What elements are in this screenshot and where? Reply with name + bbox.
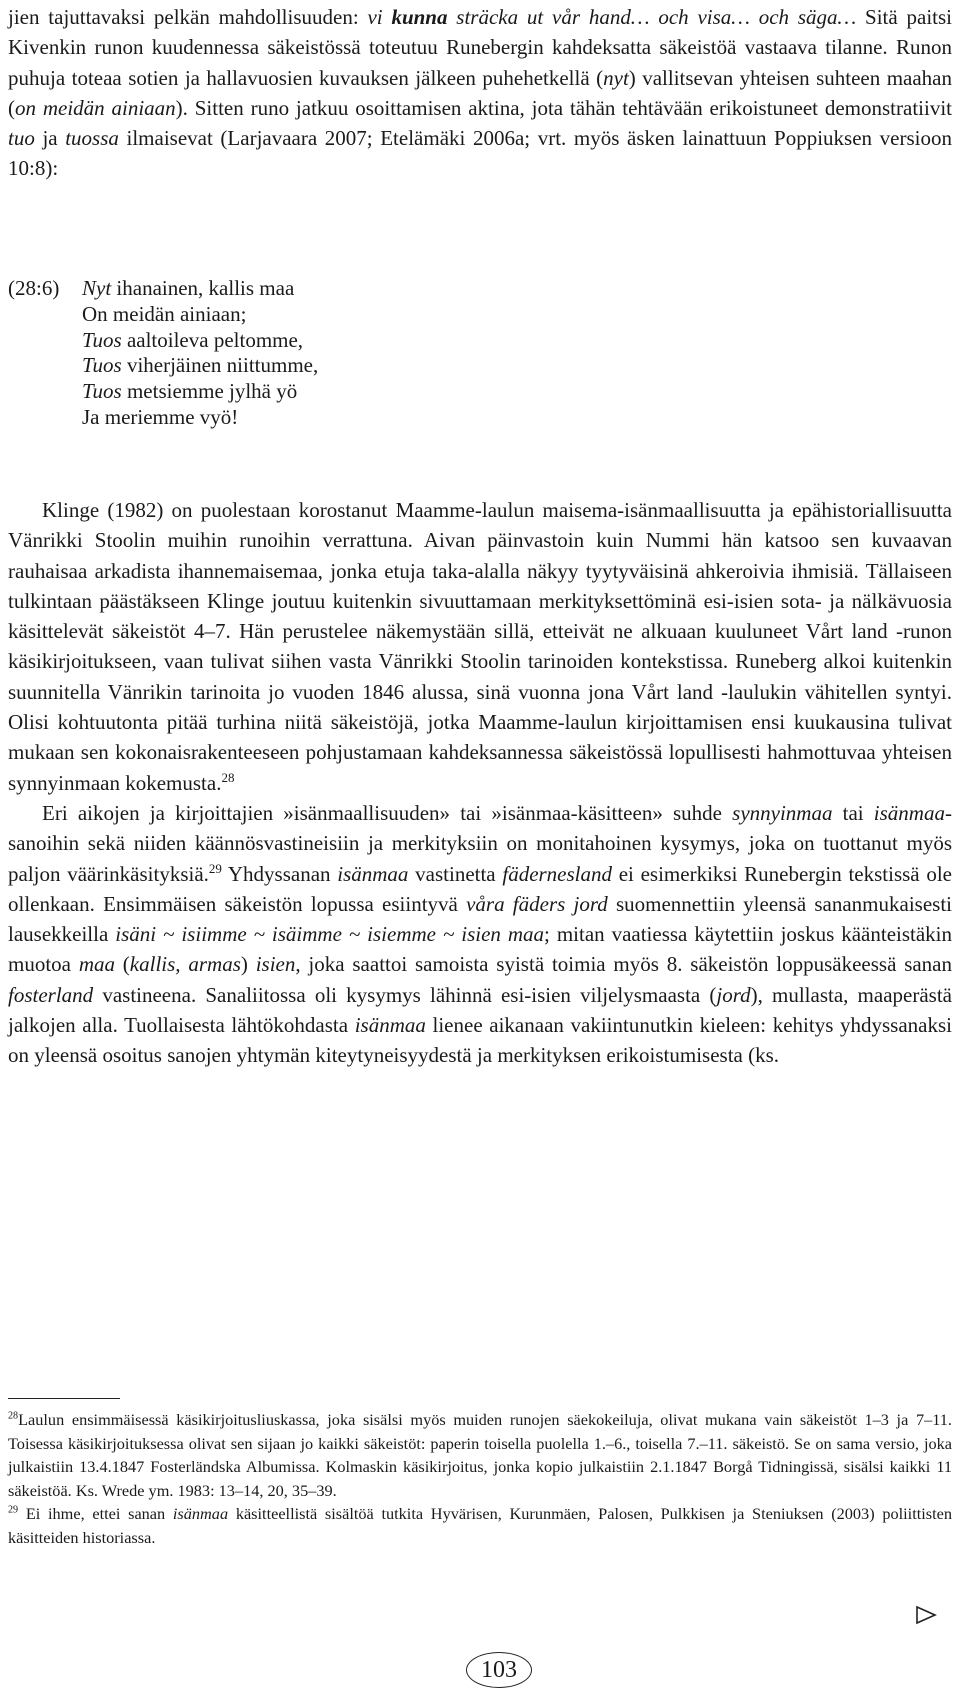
italic-run: fosterland bbox=[8, 982, 94, 1007]
poem-line bbox=[8, 379, 608, 405]
text-run: Laulun ensimmäisessä käsikirjoitusliuskassa, joka sisälsi myös muiden runojen säekokeiluja, olivat mukana vain säkeistöt 1–3 ja 7–11. Toisessa käsikirjoituksessa olivat sen sijaan jo kaikki säkeistöt: paperin toisella puolella 1.–6., toisella 7.–11. säkeistö. Se on sama versio, joka julkaistiin 13.4.1847 Fosterländska Albumissa. Kolmaskin käsikirjoitus, jonka kopio julkaistiin 2.1.1847 Borgå Tidningissä, sisälsi kaikki 11 säkeistöä. Ks. Wrede ym. 1983: 13–14, 20, 35–39. bbox=[8, 1410, 952, 1500]
text-run: ), mullasta, maaperästä jalkojen alla. Tuollaisesta lähtökohdasta bbox=[8, 982, 952, 1038]
italic-run: nyt bbox=[603, 65, 629, 90]
text-run: ja bbox=[34, 126, 66, 151]
page-number bbox=[466, 1652, 532, 1688]
poem-line bbox=[8, 405, 608, 431]
text-run: käsitteellistä sisältöä tutkita Hyvärisen, Kurunmäen, Palosen, Pulkkisen ja Steniuksen (2003) poliittisten käsitteiden historiassa. bbox=[8, 1504, 952, 1547]
text-run: vastineena. Sanaliitossa oli kysymys lähinnä esi-isien viljelysmaasta ( bbox=[93, 982, 717, 1007]
footnote-ref-28[interactable]: 28 bbox=[221, 769, 235, 785]
italic-run: isien bbox=[255, 952, 296, 977]
paragraph-klinge bbox=[8, 495, 952, 798]
footnotes bbox=[8, 1408, 952, 1550]
text-run: On meidän ainiaan; bbox=[82, 301, 247, 326]
text-run: Klinge (1982) on puolestaan korostanut Maamme-laulun maisema-isänmaallisuutta ja epähistoriallisuutta Vänrikki Stoolin muihin runoihin verrattuna. Aivan päinvastoin kuin Nummi hän katsoo sen kuvaavan rauhaisaa arkadista ihannemaisemaa, jonka etuja taka-alalla näkyy tyytyväisinä ahkeroivia ihmisiä. Tällaiseen tulkintaan päästäkseen Klinge joutuu kuitenkin sivuuttamaan merkityksettöminä esi-isien sota- ja nälkävuosia käsittelevät säkeistöt 4–7. Hän perustelee näkemystään sillä, etteivät ne alkuaan kuuluneet Vårt land -runon käsikirjoitukseen, vaan tulivat siihen vasta Vänrikki Stoolin tarinoiden kontekstissa. Runeberg alkoi kuitenkin suunnitella Vänrikin tarinoita jo vuoden 1846 alussa, sinä vuonna jona Vårt land -laulukin vähitellen syntyi. Olisi kohtuutonta pitää turhina niitä säkeistöjä, jotka Maamme-laulun kirjoittamisen ensi kuukausina tulivat mukaan sen kokonaisrakenteeseen pohjustamaan kahdeksannessa säkeistössä lopullisesti hahmottuvaa yhteisen synnyinmaan kokemusta. bbox=[8, 498, 952, 795]
poem-line bbox=[8, 302, 608, 328]
italic-run: fädernesland bbox=[502, 861, 613, 886]
italic-run: isäni ~ isiimme ~ isäimme ~ isiemme ~ isien maa bbox=[115, 922, 545, 947]
italic-run: tuossa bbox=[65, 126, 119, 151]
body-text bbox=[8, 495, 952, 1071]
text-run: ei esimerkiksi Runebergin tekstissä ole ollenkaan. Ensimmäisen säkeistön lopussa esiintyvä bbox=[8, 861, 952, 916]
italic-run: kallis, armas bbox=[129, 952, 241, 977]
italic-run: sträcka ut vår hand… och visa… och bbox=[447, 5, 790, 29]
footnote-29 bbox=[8, 1502, 952, 1549]
page-number-text: 103 bbox=[481, 1656, 517, 1683]
poem-quote bbox=[8, 276, 608, 431]
italic-run: maa bbox=[78, 952, 115, 977]
document-page bbox=[8, 0, 952, 1701]
text-run: viherjäinen niittumme, bbox=[121, 353, 319, 378]
text-run: jien tajuttavaksi pelkän mahdollisuuden: bbox=[8, 5, 368, 29]
text-run: Ja meriemme vyö! bbox=[82, 404, 239, 429]
example-label: (28:6) bbox=[8, 276, 60, 300]
text-run: ilmaisevat (Larjavaara 2007; Etelämäki 2006a; vrt. myös äsken lainattuun Poppiuksen versioon 10:8): bbox=[8, 126, 952, 181]
poem-line bbox=[8, 353, 608, 379]
italic-run: Tuos bbox=[82, 379, 122, 404]
italic-run: isänmaa bbox=[337, 861, 409, 886]
footnote-number: 28 bbox=[8, 1410, 19, 1422]
italic-run: säga… bbox=[797, 5, 857, 29]
italic-run: on meidän ainiaan bbox=[15, 95, 176, 120]
text-run: Eri aikojen ja kirjoittajien »isänmaallisuuden» tai »isänmaa-käsitteen» suhde bbox=[42, 800, 733, 825]
continue-arrow-icon bbox=[914, 1605, 938, 1625]
italic-run: Tuos bbox=[82, 327, 122, 352]
text-run: , joka saattoi samoista syistä toimia myös 8. säkeistön loppusäkeessä sanan bbox=[295, 952, 953, 977]
poem-line bbox=[8, 276, 608, 302]
footnote-28 bbox=[8, 1408, 952, 1502]
text-run: aaltoileva peltomme, bbox=[121, 327, 304, 352]
text-run: Ei ihme, ettei sanan bbox=[18, 1504, 173, 1524]
italic-run: tuo bbox=[8, 126, 35, 151]
italic-run: isänmaa bbox=[172, 1504, 229, 1524]
text-run: ) vallitsevan yhteisen suhteen maahan ( bbox=[8, 65, 952, 120]
text-run: Sitä paitsi Kivenkin runon kuudennessa säkeistössä toteutuu Runebergin kahdeksatta säkeistöä vastaava tilanne. Runon puhuja toteaa sotien ja hallavuosien kuvauksen jälkeen puhehetkellä ( bbox=[8, 5, 953, 90]
text-run: ) bbox=[240, 952, 256, 977]
text-run: ( bbox=[114, 952, 130, 977]
italic-run: isänmaa bbox=[354, 1013, 426, 1038]
text-run: vastinetta bbox=[408, 861, 503, 886]
poem-line bbox=[8, 328, 608, 354]
text-run: ). Sitten runo jatkuu osoittamisen aktina, jota tähän tehtävään erikoistuneet demonstratiivit bbox=[175, 95, 952, 120]
intro-paragraph bbox=[8, 2, 952, 184]
italic-run: jord bbox=[716, 982, 751, 1007]
footnote-ref-29[interactable]: 29 bbox=[208, 860, 222, 876]
text-run: ; mitan vaatiessa käytettiin joskus käänteistäkin muotoa bbox=[8, 922, 953, 977]
text-run: Yhdyssanan bbox=[221, 861, 338, 886]
footnote-divider bbox=[8, 1398, 120, 1399]
paragraph-isanmaa bbox=[8, 798, 952, 1071]
italic-run: våra fäders jord bbox=[466, 891, 608, 916]
text-run: metsiemme jylhä yö bbox=[121, 379, 298, 404]
italic-run: Tuos bbox=[82, 353, 122, 378]
bold-italic-run: kunna bbox=[391, 5, 448, 29]
italic-run: Nyt bbox=[82, 276, 112, 300]
text-run: tai bbox=[832, 800, 874, 825]
text-run: lienee aikanaan vakiintunutkin kieleen: kehitys yhdyssanaksi on yleensä osoitus sanojen yhtymän kiteytyneisyydestä ja merkityksen erikoistumisesta (ks. bbox=[8, 1013, 952, 1068]
text-run: ihanainen, kallis maa bbox=[111, 276, 295, 300]
footnote-number: 29 bbox=[8, 1505, 19, 1517]
text-run: suomennettiin yleensä sananmukaisesti lausekkeilla bbox=[8, 891, 952, 947]
italic-run: synnyinmaa bbox=[732, 800, 833, 825]
italic-run: vi bbox=[367, 5, 392, 29]
italic-run: isänmaa bbox=[873, 800, 945, 825]
text-run: -sanoihin sekä niiden käännösvastineisiin ja merkityksiin on monitahoinen kysymys, joka on tuottanut myös paljon väärinkäsityksiä. bbox=[8, 800, 952, 886]
